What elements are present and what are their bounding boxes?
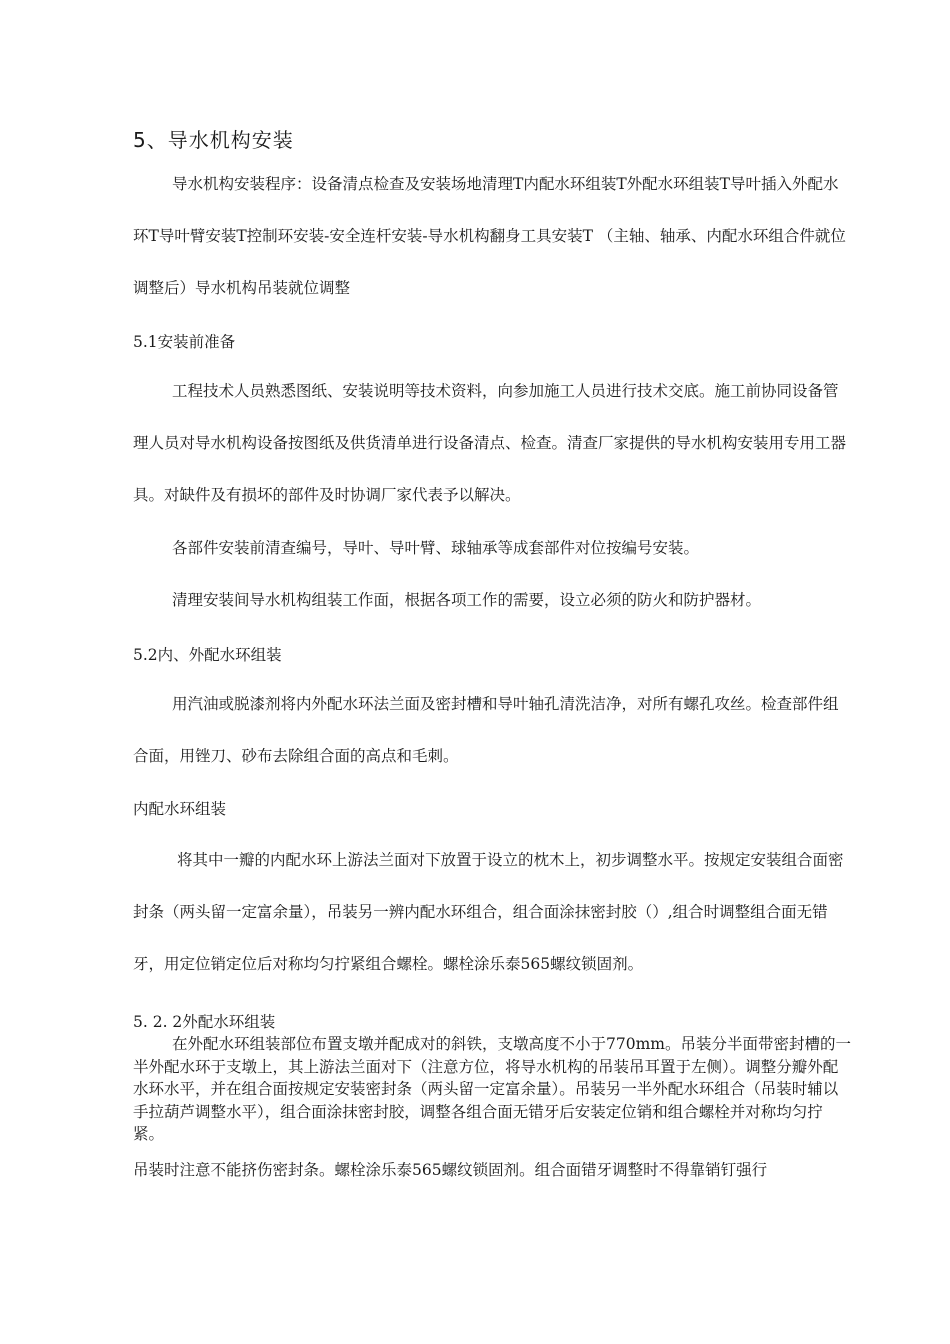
section-5-2-2-paragraph-1: 在外配水环组装部位布置支墩并配成对的斜铁，支墩高度不小于770mm。吊装分半面带密封槽的一半外配水环于支墩上，其上游法兰面对下（注意方位，将导水机构的吊装吊耳置于左侧）。调整分瓣外配水环水平，并在组合面按规定安装密封条（两头留一定富余量）。吊装另一半外配水环组合（吊装时辅以手拉葫芦调整水平），组合面涂抹密封胶，调整各组合面无错牙后安装定位销和组合螺栓并对称均匀拧紧。 — [133, 1035, 851, 1143]
section-5-1-heading: 5.1安装前准备 — [133, 333, 236, 351]
section-5-2-2-paragraph-2: 吊装时注意不能挤伤密封条。螺栓涂乐泰565螺纹锁固剂。组合面错牙调整时不得靠销钉强行 — [133, 1161, 768, 1179]
section-5-1-paragraph-3: 清理安装间导水机构组装工作面，根据各项工作的需要，设立必须的防火和防护器材。 — [172, 591, 762, 609]
section-title: 5、导水机构安装 — [133, 128, 294, 152]
section-5-2-paragraph-1: 用汽油或脱漆剂将内外配水环法兰面及密封槽和导叶轴孔清洗洁净，对所有螺孔攻丝。检查部件组合面，用锉刀、砂布去除组合面的高点和毛刺。 — [133, 695, 839, 765]
section-5-1-paragraph-1: 工程技术人员熟悉图纸、安装说明等技术资料，向参加施工人员进行技术交底。施工前协同设备管理人员对导水机构设备按图纸及供货清单进行设备清点、检查。清查厂家提供的导水机构安装用专用工器具。对缺件及有损坏的部件及时协调厂家代表予以解决。 — [133, 382, 847, 504]
section-5-1-paragraph-2: 各部件安装前清查编号，导叶、导叶臂、球轴承等成套部件对位按编号安装。 — [172, 539, 700, 557]
inner-ring-paragraph: 将其中一瓣的内配水环上游法兰面对下放置于设立的枕木上，初步调整水平。按规定安装组合面密封条（两头留一定富余量），吊装另一辨内配水环组合，组合面涂抹密封胶（）,组合时调整组合面无错牙，用定位销定位后对称均匀拧紧组合螺栓。螺栓涂乐泰565螺纹锁固剂。 — [133, 851, 844, 973]
section-5-2-heading: 5.2内、外配水环组装 — [133, 646, 282, 664]
section-5-2-2-heading: 5. 2. 2外配水环组装 — [133, 1013, 276, 1031]
intro-paragraph: 导水机构安装程序：设备清点检查及安装场地清理T内配水环组装T外配水环组装T导叶插入外配水环T导叶臂安装T控制环安装-安全连杆安装-导水机构翻身工具安装T （主轴、轴承、内配水环组合件就位调整后）导水机构吊装就位调整 — [133, 175, 846, 297]
inner-ring-heading: 内配水环组装 — [133, 800, 227, 818]
